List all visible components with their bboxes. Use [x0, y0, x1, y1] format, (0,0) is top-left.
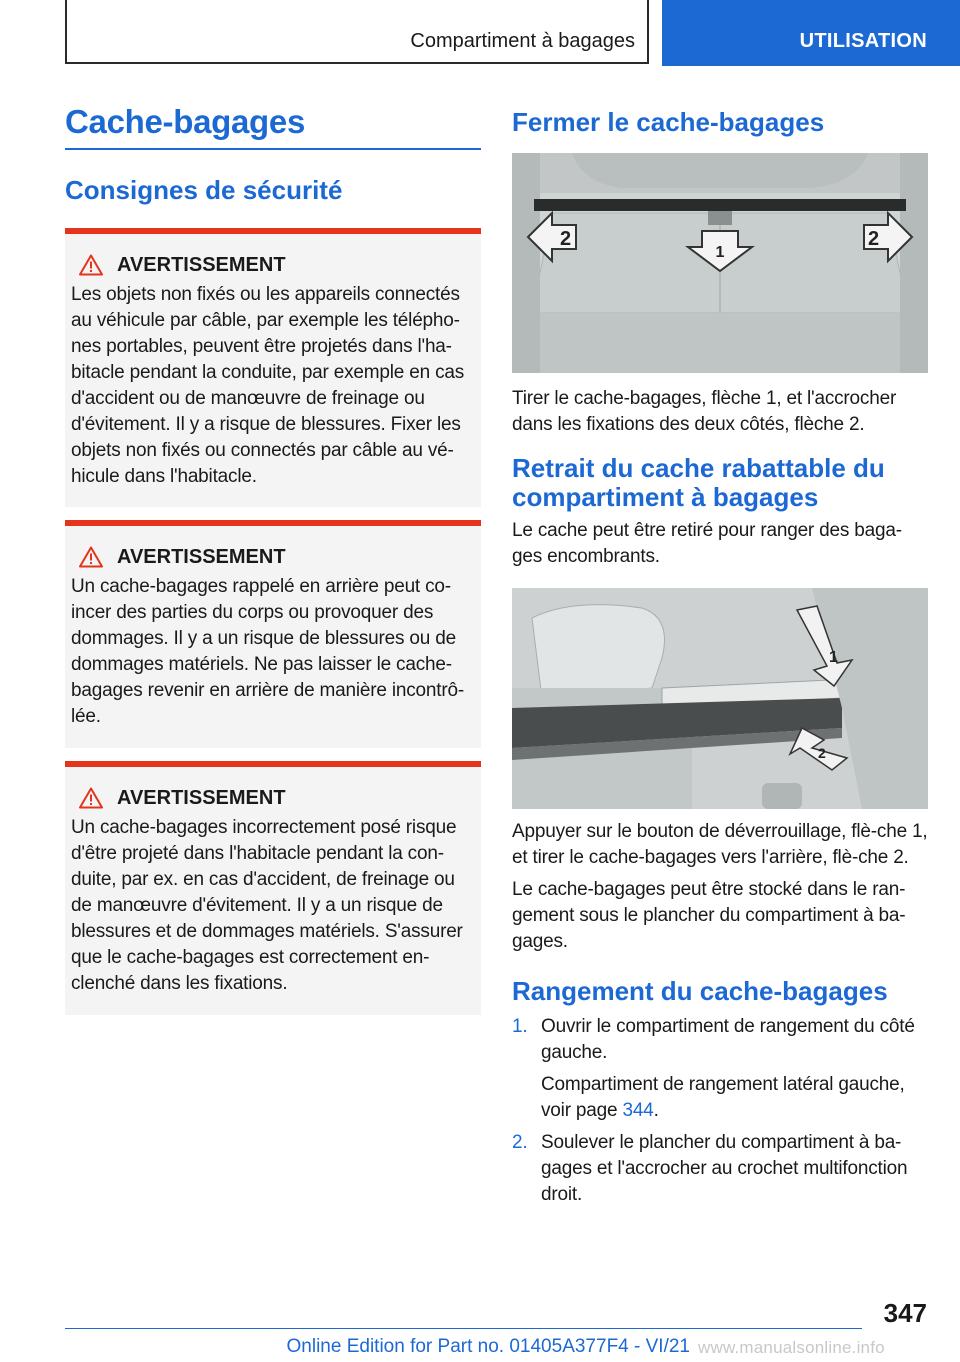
store-steps-list	[512, 1014, 928, 1208]
page-number: 347	[883, 1298, 927, 1328]
warning-title-3	[71, 785, 475, 811]
figure-close-cover	[512, 153, 928, 373]
figure-remove-cover	[512, 588, 928, 809]
warning-box-3	[65, 761, 481, 1015]
header-chapter-label: UTILISATION	[799, 30, 927, 52]
warning-title-1	[71, 252, 475, 278]
page-link-344[interactable]: 344	[622, 1100, 654, 1121]
warning-text-1: Les objets non fixés ou les appareils connectés au véhicule par câble, par exemple les télépho-nes portables, peuvent être projetés dans l'ha-bitacle pendant la conduite, par exemple en cas d'accident ou de manœuvre de freinage ou d'évitement. Il y a risque de blessures. Fixer les objets non fixés ou connectés par câble au vé-hicule dans l'habitacle.	[71, 284, 465, 487]
step-subtext	[541, 1072, 928, 1124]
warning-text-2: Un cache-bagages rappelé en arrière peut co-incer des parties du corps ou provoquer des dommages. Il y a un risque de blessures ou de dommages matériels. Ne pas laisser le cache-bagages revenir en arrière de manière incontrô-lée.	[71, 576, 464, 727]
fig1-arrow-label-left: 2	[560, 228, 572, 250]
warning-label: AVERTISSEMENT	[117, 786, 286, 809]
step-text: Ouvrir le compartiment de rangement du côté gauche.	[541, 1016, 915, 1063]
list-item	[512, 1130, 928, 1208]
step-number: 2.	[512, 1132, 528, 1153]
warning-box-2	[65, 520, 481, 748]
remove-cover-intro: Le cache peut être retiré pour ranger des baga-ges encombrants.	[512, 520, 902, 567]
close-cover-text: Tirer le cache-bagages, flèche 1, et l'accrocher dans les fixations des deux côtés, flèche 2.	[512, 388, 897, 435]
header-chapter-tab[interactable]	[662, 0, 960, 66]
footer-rule	[65, 1328, 862, 1329]
step-subtext-after: .	[653, 1100, 659, 1121]
title-rule	[65, 148, 481, 150]
fig1-arrow-label-right: 2	[868, 228, 880, 250]
footer-edition: Online Edition for Part no. 01405A377F4 - VI/21	[286, 1336, 690, 1357]
list-item	[512, 1014, 928, 1124]
fig1-arrow-label-center: 1	[715, 244, 725, 261]
warning-triangle-icon	[79, 787, 103, 809]
warning-box-1	[65, 228, 481, 507]
remove-cover-step-text: Appuyer sur le bouton de déverrouillage, flè-che 1, et tirer le cache-bagages vers l'arrière, flè-che 2.	[512, 821, 928, 868]
step-number: 1.	[512, 1016, 528, 1037]
page-title: Cache-bagages	[65, 103, 306, 140]
right-column	[512, 100, 928, 1208]
warning-triangle-icon	[79, 254, 103, 276]
left-column	[65, 100, 481, 1015]
fig2-arrow-label-2: 2	[818, 745, 826, 761]
header-section-title: Compartiment à bagages	[410, 30, 635, 52]
warning-triangle-icon	[79, 546, 103, 568]
cover-release-illustration	[512, 588, 928, 809]
warning-label: AVERTISSEMENT	[117, 253, 286, 276]
footer-watermark[interactable]: www.manualsonline.info	[698, 1338, 885, 1357]
step-subtext-before: Compartiment de rangement latéral gauche, voir page	[541, 1074, 905, 1121]
warning-text-3: Un cache-bagages incorrectement posé risque d'être projeté dans l'habitacle pendant la con-duite, par ex. en cas d'accident, de freinage ou de manœuvre d'évitement. Il y a un risque de blessures et de dommages matériels. S'assurer que le cache-bagages est correctement en-clenché dans les fixations.	[71, 817, 463, 994]
store-cover-heading: Rangement du cache-bagages	[512, 976, 888, 1006]
close-cover-heading: Fermer le cache-bagages	[512, 107, 825, 137]
warning-label: AVERTISSEMENT	[117, 545, 286, 568]
step-text: Soulever le plancher du compartiment à ba-gages et l'accrocher au crochet multifonction droit.	[541, 1132, 908, 1205]
remove-cover-heading: Retrait du cache rabattable du compartiment à bagages	[512, 453, 885, 512]
fig2-arrow-label-1: 1	[829, 649, 838, 666]
remove-cover-storage-text: Le cache-bagages peut être stocké dans le ran-gement sous le plancher du compartiment à ba-gages.	[512, 879, 906, 952]
cargo-cover-illustration	[512, 153, 928, 373]
safety-heading: Consignes de sécurité	[65, 175, 343, 205]
warning-title-2	[71, 544, 475, 570]
